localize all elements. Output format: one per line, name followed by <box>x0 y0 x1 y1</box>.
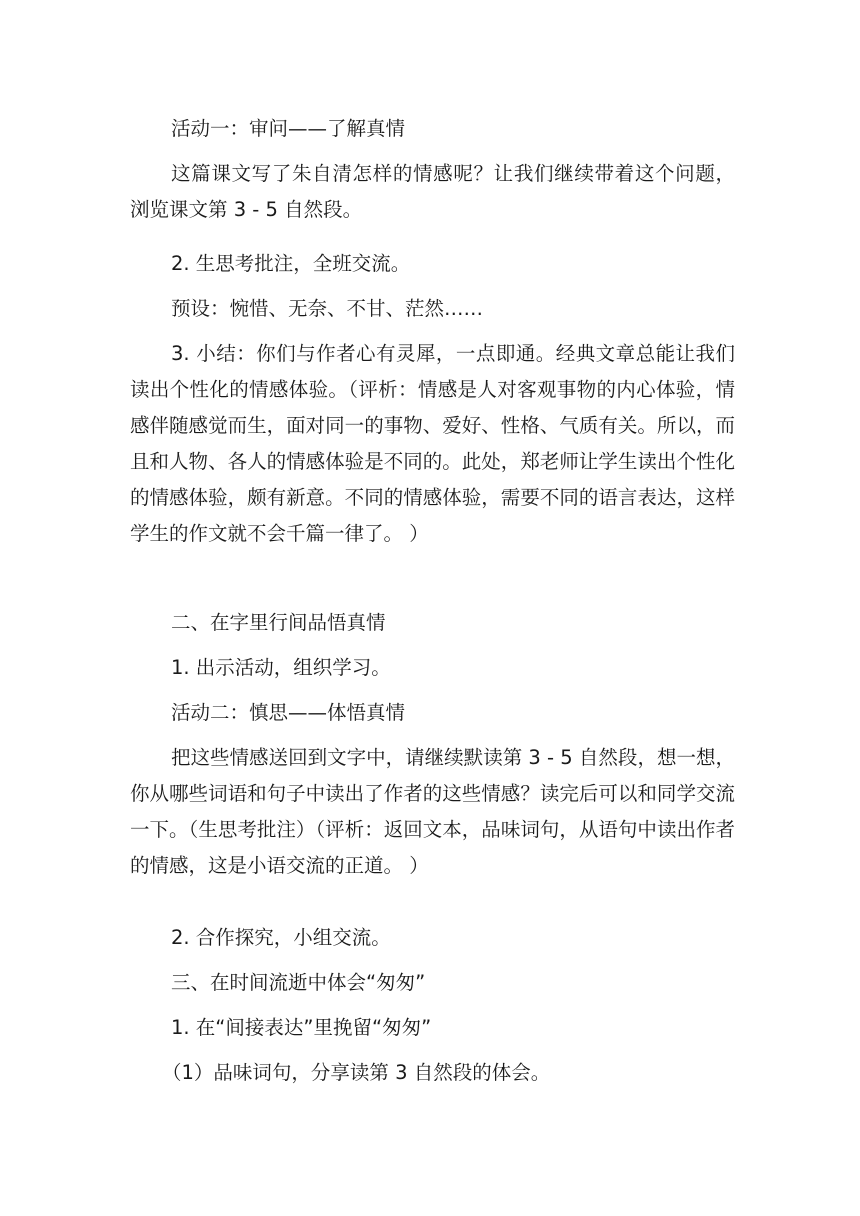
paragraph-activity-two: 活动二：慎思——体悟真情 <box>171 701 406 724</box>
paragraph-sub-item-1: （1）品味词句，分享读第 3 自然段的体会。 <box>162 1061 551 1084</box>
paragraph-step-1: 1. 出示活动，组织学习。 <box>171 656 391 679</box>
paragraph-summary: 3. 小结：你们与作者心有灵犀，一点即通。经典文章总能让我们读出个性化的情感体验。（评析：情感是人对客观事物的内心体验，情感伴随感觉而生，面对同一的事物、爱好、性格、气质有关。所以，而且和人物、各人的情感体验是不同的。此处，郑老师让学生读出个性化的情感体验，颇有新意。不同的情感体验，需要不同的语言表达，这样学生的作文就不会千篇一律了。 ） <box>130 342 735 545</box>
paragraph-activity-one: 活动一：审问——了解真情 <box>171 117 406 140</box>
paragraph-preset: 预设：惋惜、无奈、不甘、茫然…… <box>171 297 484 320</box>
paragraph-step-2: 2. 生思考批注，全班交流。 <box>171 252 411 275</box>
paragraph-cooperation: 2. 合作探究，小组交流。 <box>171 926 391 949</box>
paragraph-indirect-expression: 1. 在“间接表达”里挽留“匆匆” <box>171 1016 432 1039</box>
paragraph-intro-question: 这篇课文写了朱自清怎样的情感呢？让我们继续带着这个问题，浏览课文第 3 - 5 自然段。 <box>130 162 735 221</box>
section-heading-two: 二、在字里行间品悟真情 <box>171 611 386 634</box>
section-heading-three: 三、在时间流逝中体会“匆匆” <box>171 971 426 994</box>
paragraph-reading-task: 把这些情感送回到文字中，请继续默读第 3 - 5 自然段，想一想，你从哪些词语和句子中读出了作者的这些情感？读完后可以和同学交流一下。（生思考批注）（评析：返回文本，品味词句，从语句中读出作者的情感，这是小语交流的正道。 ） <box>130 746 735 877</box>
